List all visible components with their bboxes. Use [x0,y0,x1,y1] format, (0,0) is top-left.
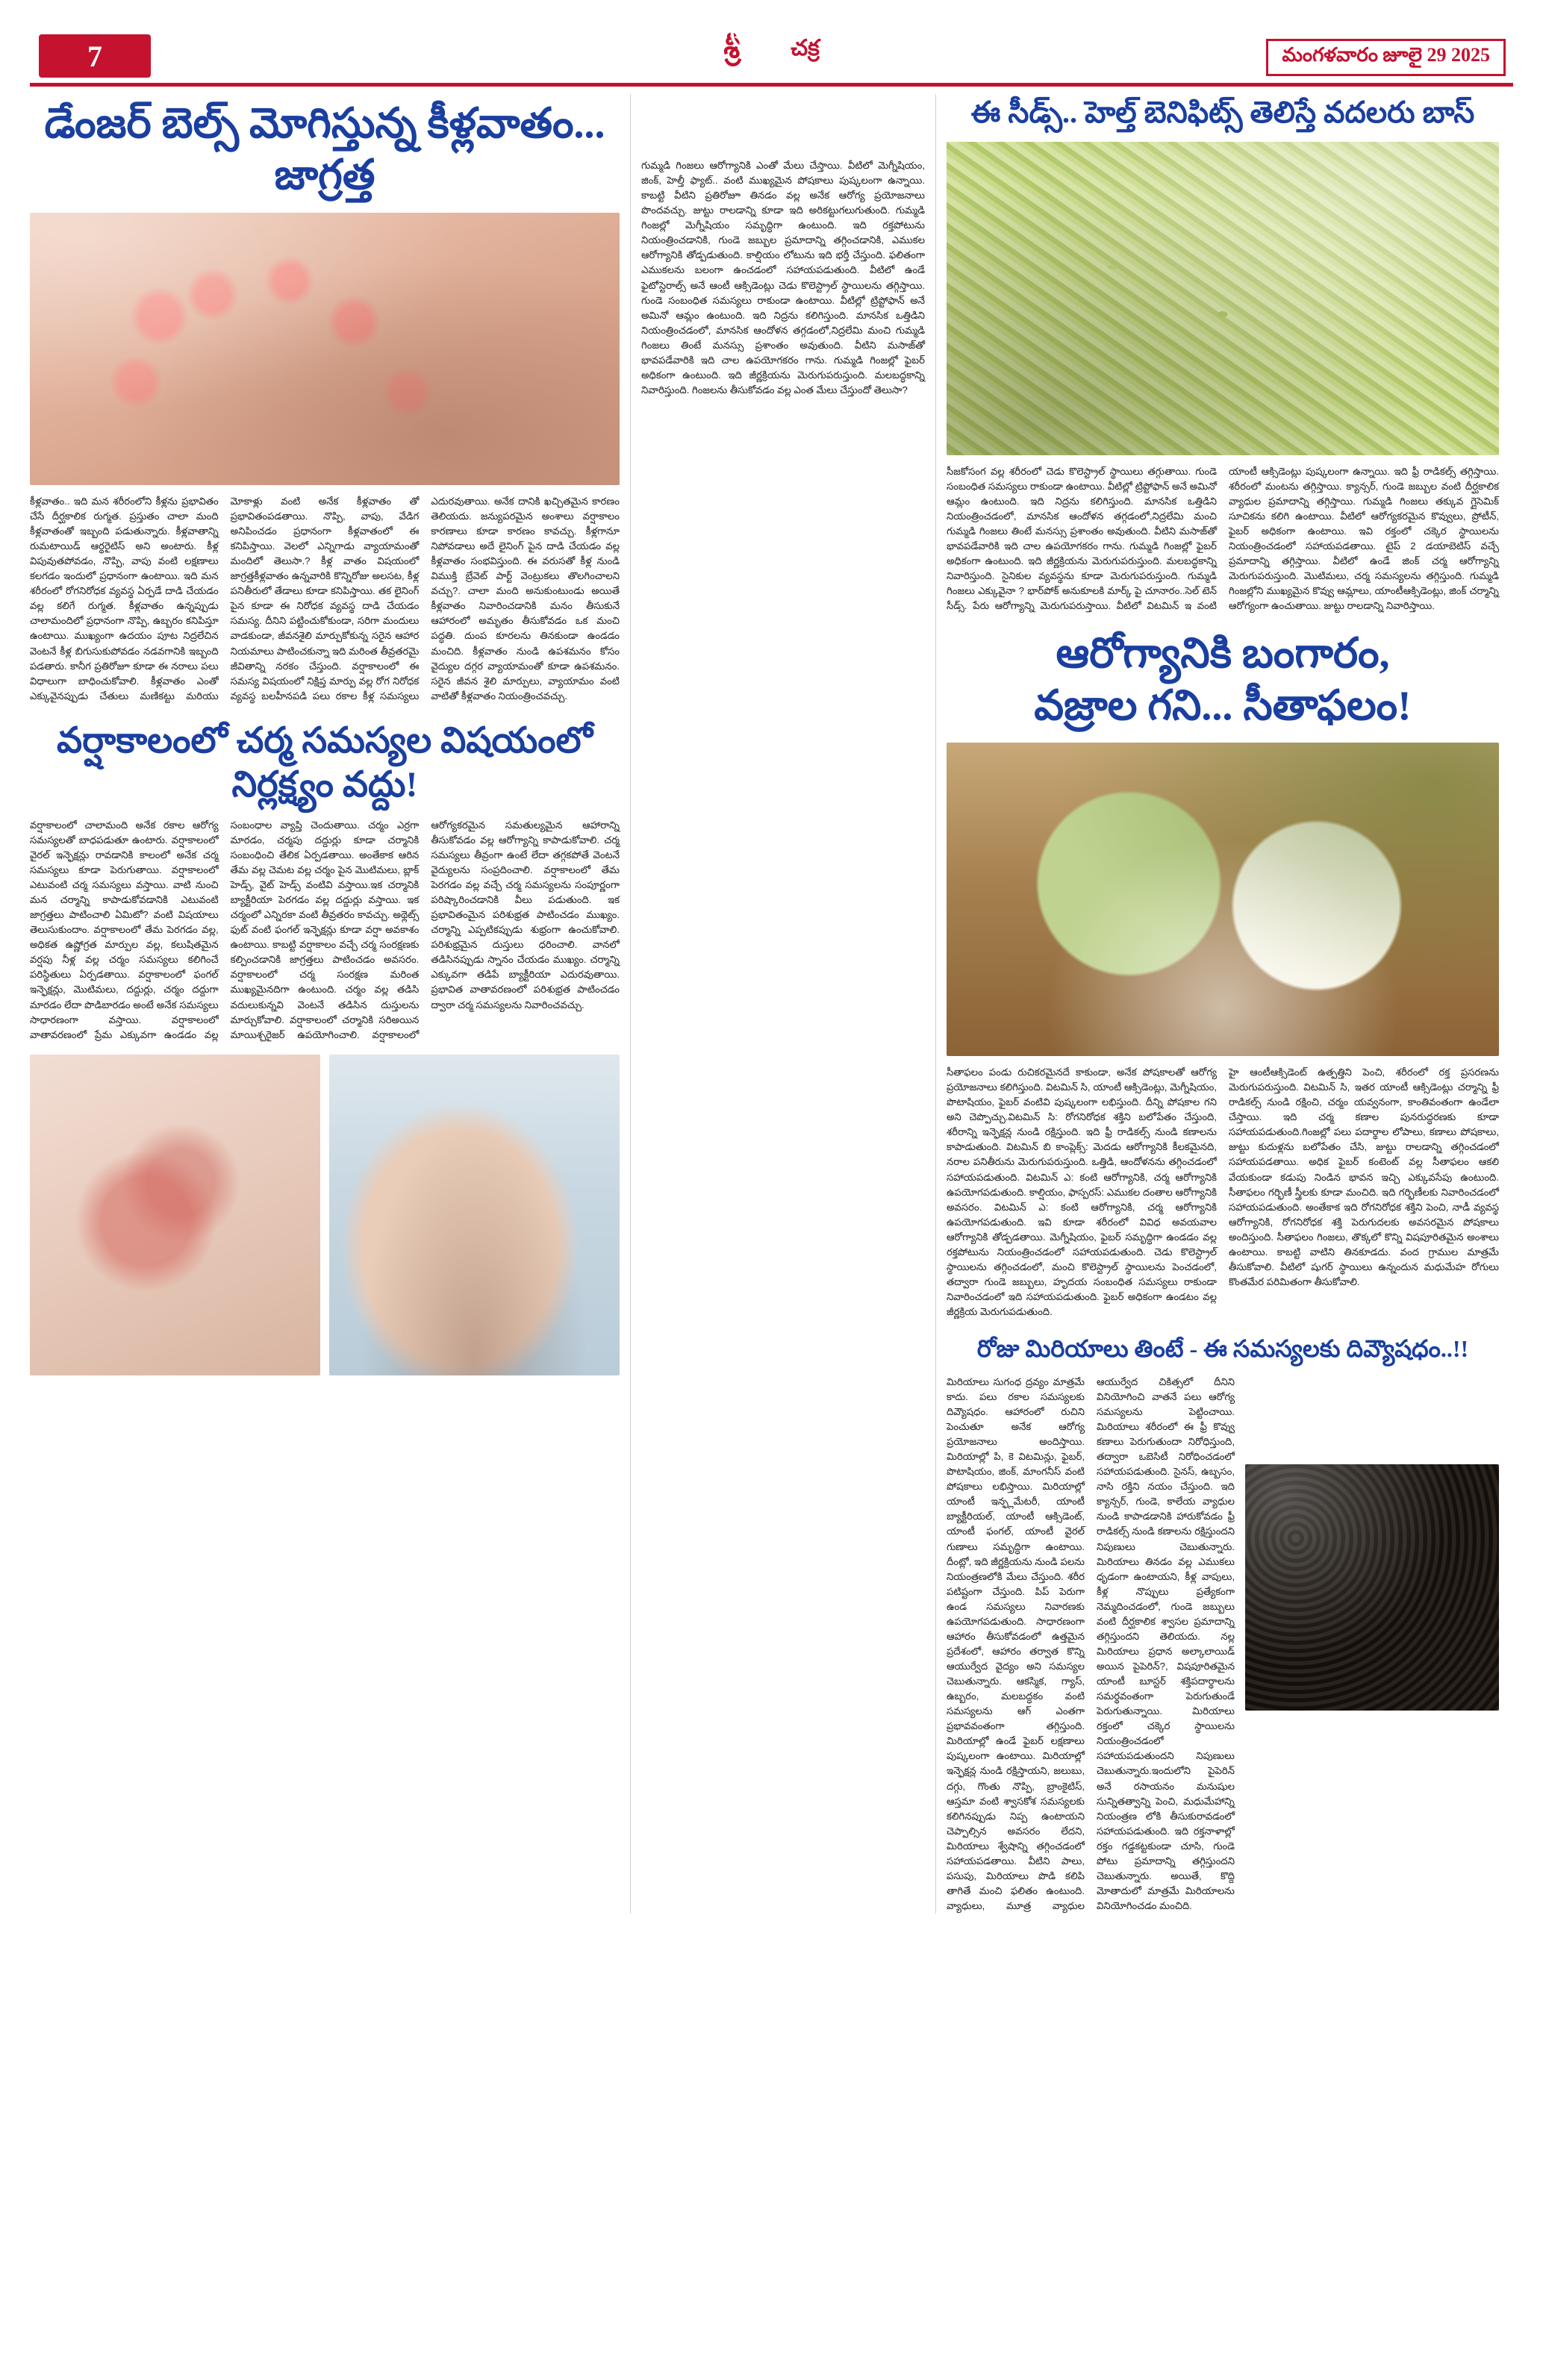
pepper-body: మిరియాలు సుగంధ ద్రవ్యం మాత్రమే కాదు. పలు రకాల సమస్యలకు దివ్యౌషధం. ఆహారంలో రుచిని పెంచుతూ అనేక ఆరోగ్య ప్రయోజనాలు అందిస్తాయి. మిరియాల్లో పి, కె విటమిన్లు, ఫైబర్, పొటాషియం, జింక్, మాంగనీస్ వంటి పోషకాలు లభిస్తాయి. మిరియాల్లో యాంటీ ఇన్ఫ్లమేటరీ, యాంటీ బ్యాక్టీరియల్, యాంటీ ఆక్సిడెంట్, యాంటీ ఫంగల్, యాంటీ వైరల్ గుణాలు సమృద్ధిగా ఉంటాయి. దీంట్లో, ఇది జీర్ణక్రియను నుండి పలను నియంత్రణలోకి మేలు చేస్తుంది. శరీర పటిష్టంగా చేస్తుంది. పిప్ పెరుగా ఉండ సమస్యలు నివారణకు ఉపయోగపడుతుంది. సాధారణంగా ఆహారం తీసుకోవడంలో ఉత్తమైన ప్రదేశంలో, ఆహారం తర్వాత కొన్ని ఆయుర్వేద వైద్యం అని సమస్యల చెబుతున్నారు. ఆకస్మిక, గ్యాస్, ఉబ్బరం, మలబద్ధకం వంటి సమస్యలను ఆగ్ ఎంతగా ప్రభావవంతంగా తగ్గిస్తుంది. మిరియాల్లో ఉండే ఫైబర్ లక్షణాలు పుష్కలంగా ఉంటాయి. మిరియాల్లో ఇన్ఫెక్షన్ల నుండి రక్షిస్తాయని, జలుబు, దగ్గు, గొంతు నొప్పి, బ్రాంకైటిస్, ఆస్తమా వంటి శ్వాసకోశ సమస్యలకు కలిగినప్పుడు నిప్ప ఉంటాయని చెప్పాల్సిన అవసరం లేదని, మిరియాలు శ్వేషాన్ని తగ్గించడంలో సహాయపడతాయి. వీటిని పాలు, పసుపు, మిరియాలు పొడి కలిపి తాగితే మంచి ఫలితం ఉంటుంది. వ్యాధులు, మూత్ర వ్యాధుల ఆయుర్వేద చికిత్సలో దీనిని వినియోగించి వాతనే పలు ఆరోగ్య సమస్యలను పెట్టించాయి. మిరియాలు శరీరంలో ఈ ఫ్రీ కొవ్వు కణాలు పెరుగుతుందా నిరోధిస్తుంది, తద్వారా ఒబెసిటీ నిరోధించడంలో సహాయపడుతుంది. సైనస్, ఉబ్బసం, నాసి రక్తిని నయం చేస్తుంది. ఇది క్యాన్సర్, గుండె, కాలేయ వ్యాధుల నుండి కాపాడడానికి హారుకోవడం ఫ్రీ రాడికల్స్ నుండి కణాలను రక్షిస్తుందని నిపుణులు చెబుతున్నారు. మిరియాలు తినడం వల్ల ఎముకలు ధృడంగా ఉంటాయని, కీళ్ల వాపులు, కీళ్ల నొప్పులు ప్రత్యేకంగా నెమ్మదించడంలో, గుండె జబ్బులు వంటి దీర్ఘకాలిక శ్వాసల ప్రమాదాన్ని తగ్గిస్తుందని తెలియదు. నల్ల మిరియాలు ప్రధాన అల్కాలాయిడ్ అయిన పైపెరిన్?, విషపూరితమైన యాంటీ బూస్టర్ శక్తిపదార్థాలను సమర్థవంతంగా పెరుగుతుండే పెరుగుతున్నాయి. మిరియాలు రక్తంలో చక్కెర స్థాయిలను నియంత్రించడంలో సహాయపడుతుందని నిపుణులు చెబుతున్నారు.ఇందులోని పైపెరిన్ అనే రసాయనం మనుషుల సున్నితత్వాన్ని పెంచి, మధుమేహాన్ని నియంత్రణ లోకి తీసుకురావడంలో సహాయపడుతుంది. ఇది రక్తనాళాల్లో రక్తం గడ్డకట్టకుండా చూసి, గుండె పోటు ప్రమాదాన్ని తగ్గిస్తుందని చెబుతున్నారు. అయితే, కొద్ది మోతాదులో మాత్రమే మిరియాలను వినియోగించడం మంచిది. [947,1375,1235,1912]
seeds-headline: ఈ సీడ్స్.. హెల్త్ బెనిఫిట్స్ తెలిస్తే వదలరు బాస్ [970,96,1475,129]
page-content [30,94,1513,1914]
custard-apple-photo [947,743,1499,1056]
arthritis-body: కీళ్లవాతం.. ఇది మన శరీరంలోని కీళ్లను ప్రభావితం చేసే దీర్ఘకాలిక రుగ్మత. ప్రస్తుతం చాలా మంది కీళ్లవాతంతో ఇబ్బంది పడుతున్నారు. కీళ్లవాతాన్ని రుమటాయిడ్ ఆర్థరైటిస్ అని అంటారు. కీళ్ల విపువుతపోవడం, నొప్పి, వాపు వంటి లక్షణాలు కలగడం ఇందులో ప్రధానంగా ఉంటాయి. ఇది మన శరీరంలో రోగనిరోధక వ్యవస్థ ఏర్పడే దాడి చేయడం వల్ల కలిగే రుగ్మత. కీళ్లవాతం ఉన్నప్పుడు చాలామందిలో ప్రధానంగా నొప్పి, ఉబ్బరం కనిపిస్తూ ఉంటాయి. ముఖ్యంగా ఉదయం పూట నిద్రలేచిన వెంటనే కీళ్ల బిగుసుకుపోవడం నడవగానికి ఇబ్బంది పడతారు. కానీగ ప్రతిరోజూ కూడా ఈ నరాలు పలు విధాలుగా బాధించుకోవాలి. కీళ్లవాతం ఎంతో ఎక్కువైనప్పుడు చేతులు మణికట్టు మరియు మోకాళ్లు వంటి అనేక కీళ్లవాతం తో ప్రభావితంపడతాయి. నొప్పి, వాపు, వేడిగ అనిపించడం ప్రధానంగా కీళ్లవాతంలో ఈ కనిపిస్తాయి. వెలలో ఎన్నిగాడు వ్యాయామంతో మందిలో తెలుసా.? కీళ్ల వాతం విషయంలో జాగ్రత్తకీళ్లవాతం ఉన్నవారికి కొన్నిరోజు అలసట, కీళ్ల పనితీరులో తేడాలు కూడా కనిపిస్తాయి. తక లైనింగ్ పైన కూడా ఈ నిరోధక వ్యవస్థ దాడి చేయడం సమస్య. దీనిని పట్టించుకోకుండా, సరిగా మందులు వాడకుండా, జీవనశైలి మార్పుకోకున్న సరైన ఆహార నియమాలు పాటించకున్నా ఇది మరింత తీవ్రతరమై జీవితాన్ని నరకం చేస్తుంది. వర్షాకాలంలో ఈ సమస్య విషయంలో నిక్షిప్త మార్పు వల్ల రోగ నిరోధక వ్యవస్థ బలహీనపడి పలు రకాల కీళ్ల సమస్యలు ఎదురవుతాయి. అనేక దానికి ఖచ్చితమైన కారణం తెలియదు. జన్యుపరమైన అంశాలు వర్షాకాలం కారణాలు కూడా కారణం కావచ్చు. కీళ్లగానూ నిపోవడాలు అదే లైనింగ్ పైన దాడి చేయడం వల్ల కీళ్లవాతం సంభవిస్తుంది. ఈ వరుసతో కీళ్ల నుండి విముక్తి బ్రేవెట్ పార్ట్ వెంట్రుకలు తొలగించాలని వచ్చు?. చాలా మంది అనుకుంటుండు అయితే కీళ్లవాతం నివారించడానికి మనం తీసుకునే ఆహారంలో అమృతం తీసుకోవడం ఒక మంచి పద్ధతి. దుంప కూరలను తినకుండా ఉండడం మంచిది. కీళ్లవాతం నుండి ఉపశమనం కోసం వైద్యుల దగ్గర వ్యాయామంతో కూడా ఉపశమనం. సరైన జీవన శైలి మార్పులు, వ్యాయామం వంటి వాటితో కీళ్లవాతం నియంత్రించవచ్చు. [30,495,620,702]
custard-apple-body [947,1065,1499,1319]
chakra-wheel-icon [744,31,786,72]
masthead [30,28,1513,87]
arthritis-headline: డేంజర్ బెల్స్ మోగిస్తున్న కీళ్లవాతం... జాగ్రత్త [44,101,605,199]
skin-photos [30,1055,620,1375]
column-divider-2 [935,94,936,1914]
skin-rash-arm-photo [30,1055,320,1375]
article-seeds [947,94,1499,613]
article-arthritis [30,99,620,704]
custard-apple-body-right: హై ఆంటీఆక్సిడెంట్ ఉత్పత్తిని పెంచి, శరీరంలో రక్త ప్రసరణను మెరుగుపరుస్తుంది. విటమిన్ సి, ఇతర యాంటీ ఆక్సిడెంట్లు చర్మాన్ని ఫ్రీ రాడికల్స్ నుండి రక్షించి, చర్మం యవ్వనంగా, కాంతివంతంగా ఉండేలా చేస్తాయి. ఇది చర్మ కణాల పునరుద్ధరణకు కూడా సహాయపడుతుంది.గింజల్లో పలు పదార్థాల లోపాలు, కణాలు పోషకాలు, జుట్టు కుదుళ్లను బలోపేతం చేసి, జుట్టు రాలడాన్ని తగ్గించడంలో సహాయపడతాయి. అధిక ఫైబర్ కంటెంట్ వల్ల సీతాఫలం ఆకలి వేయకుండా కడుపు నిండిన భావన ఇచ్చి ఎక్కువసేపు ఉంటుంది. సీతాఫలం గర్భిణీ స్త్రీలకు కూడా మంచిది. ఇది గర్భిణీలకు నివారించడంలో సహాయపడుతుంది. అంతేకాక ఇది రోగనిరోధక శక్తిని పెంచి, నాడీ వ్యవస్థ ఆరోగ్యానికి, రోగనిరోధక శక్తి పెరుగుదలకు అవసరమైన పోషకాలు అందిస్తుంది. సీతాఫలం గింజలు, తొక్కలో కొన్ని విషపూరితమైన అంశాలు ఉంటాయి. కాబట్టి వాటిని తినకూడదు. వంద గ్రాముల మాత్రమే తీసుకోవాలి. వీటిలో షుగర్ స్థాయిలు ఉన్నందున మధుమేహ రోగులు కొంతమేర పరిమితంగా తీసుకోవాలి. [1229,1066,1499,1287]
custard-apple-body-left: సీతాఫలం పండు రుచికరమైనదే కాకుండా, అనేక పోషకాలతో ఆరోగ్య ప్రయోజనాలు కలిగిస్తుంది. విటమిన్ సి, యాంటీ ఆక్సిడెంట్లు, మెగ్నీషియం, పొటాషియం, ఫైబర్ వంటివి పుష్కలంగా లభిస్తుంది. దీన్ని పోషకాల గని అని చెప్పొచ్చు.విటమిన్ సి: రోగనిరోధక శక్తిని బలోపేతం చేస్తుంది, శరీరాన్ని ఇన్ఫెక్షన్ల నుండి రక్షిస్తుంది. ఇది ఫ్రీ రాడికల్స్ నుండి కణాలను కాపాడుతుంది. విటమిన్ బి కాంప్లెక్స్: మెదడు ఆరోగ్యానికి కీలకమైనది, నరాల పనితీరును మెరుగుపరుస్తుంది. ఒత్తిడి, ఆందోళనను తగ్గించడంలో సహాయపడుతుంది. విటమిన్ ఎ: కంటి ఆరోగ్యానికి, చర్మ ఆరోగ్యానికి ఉపయోగపడుతుంది. కాల్షియం, ఫాస్పరస్: ఎముకల దంతాల ఆరోగ్యానికి అవసరం. విటమిన్ ఎ: కంటి ఆరోగ్యానికి, చర్మ ఆరోగ్యానికి ఉపయోగపడుతుంది. ఇవి కూడా శరీరంలో వివిధ అవయవాల ఆరోగ్యానికి తోడ్పడతాయి. మెగ్నీషియం, ఫైబర్ సమృద్ధిగా ఉండడం వల్ల రక్తపోటును నియంత్రించడంలో సహాయపడుతుంది. చెడు కొలెస్ట్రాల్ స్థాయిలను తగ్గించడంలో, మంచి కొలెస్ట్రాల్ స్థాయిలను పెంచడంలో, తద్వారా గుండె జబ్బులు, హృదయ సంబంధిత సమస్యలు రాకుండా నివారించడంలో ఇది సహాయపడుతుంది. ఫైబర్ అధికంగా ఉండటం వల్ల జీర్ణక్రియ మెరుగుపడుతుంది. [947,1066,1217,1318]
logo-sri-text: శ్రీ [723,31,741,64]
black-pepper-photo [1245,1464,1499,1711]
article-custard-apple [947,628,1499,1319]
skin-body: వర్షాకాలంలో చాలామంది అనేక రకాల ఆరోగ్య సమస్యలతో బాధపడుతూ ఉంటారు. వర్షాకాలంలో వైరల్ ఇన్ఫెక్షన్లు రావడానికి కాలంలో అనేక చర్మ సమస్యలు కూడా పెరుగుతాయి. వర్షాకాలంలో ఎటువంటి చర్మ సమస్యలు వస్తాయి. వాటి నుంచి మన చర్మాన్ని కాపాడుకోవడానికి ఎటువంటి జాగ్రత్తలు పాటించాలి ఏమిటో? వంటి విషయాలు తెలుసుకుందాం. వర్షాకాలంలో తేమ పెరగడం వల్ల, అధికత ఉష్ణోగ్రత మార్పుల వల్ల, కలుషితమైన వర్షపు నీళ్ల వల్ల చర్మం సమస్యలు కలిగించే పరిస్థితులు ఏర్పడతాయి. వర్షాకాలంలో ఫంగల్ ఇన్ఫెక్షన్లు, మొటిమలు, దద్దుర్లు, చర్మం దద్దుగా మారడం లేదా పొడిబారడం అంటే అనేక సమస్యలు సాధారణంగా వస్తాయి. వర్షాకాలంలో వాతావరణంలో ప్రేమ ఎక్కువగా ఉండడం వల్ల సంబంధాల వ్యాప్తి చెందుతాయి. చర్మం ఎర్రగా మారడం, చర్మపు దద్దుర్లు కూడా చర్మానికి సంబంధించి తేలిక ఏర్పడతాయి. అంతేకాక ఆరిన తేమ వల్ల చెమట వల్ల చర్మం పైన మొటిమలు, బ్లాక్ హెడ్స్, వైట్ హెడ్స్ వంటివి వస్తాయి.ఇక చర్మానికి బ్యాక్టీరియా పెరగడం వల్ల దద్దుర్లు వస్తాయి. ఇక చర్మంలో ఎన్నిరకా వంటి తీవ్రతరం కావచ్చు. అథ్లెట్స్ ఫుట్ వంటి ఫంగల్ ఇన్ఫెక్షన్లు కూడా వర్షా అవకాశం ఉంటాయి. కాబట్టి వర్షాకాలం వచ్చే చర్మ సంరక్షణకు కల్పించడానికి జాగ్రత్తలు పాటించడం అవసరం. వర్షాకాలంలో చర్మ సంరక్షణ మరింత ముఖ్యమైనదిగా ఉంటుంది. చర్మం వల్ల తడిసి వదులుకున్నవి వెంటనే తడిసిన దుస్తులను మార్చుకోవాలి. వర్షాకాలంలో చర్మానికి సరిఅయిన మాయిశ్చరైజర్ ఉపయోగించాలి. వర్షాకాలంలో ఆరోగ్యకరమైన సమతుల్యమైన ఆహారాన్ని తీసుకోవడం వల్ల ఆరోగ్యాన్ని కాపాడుకోవాలి. చర్మ సమస్యలు తీవ్రంగా ఉంటే లేదా తగ్గకపోతే వెంటనే వైద్యులను సంప్రదించాలి. వర్షాకాలంలో తేమ పెరగడం వల్ల వచ్చే చర్మ సమస్యలను సంపూర్ణంగా పరిష్కారించడానికి వీలు పడుతుంది. ఇక ప్రభావితంమైన పరిశుభ్రత పాటించడం ముఖ్యం. చర్మాన్ని ఎప్పటికప్పుడు శుభ్రంగా ఉంచుకోవాలి. పరిశుభ్రమైన దుస్తులు ధరించాలి. వానలో తడిసినప్పుడు స్నానం చేయడం ముఖ్యం. చర్మాన్ని ఎక్కువగా తడిపే బ్యాక్టీరియా ఎదురవుతాయి. ప్రభావిత వాతావరణంలో పరిశుభ్రత పాటించడం ద్వారా చర్మ సమస్యలను నివారించవచ్చు. [30,819,620,1040]
seeds-body-left: గుమ్మడి గింజలు ఆరోగ్యానికి ఎంతో మేలు చేస్తాయి. వీటిలో మెగ్నీషియం, జింక్, హెల్తీ ఫ్యాట్.. వంటి ముఖ్యమైన పోషకాలు పుష్కలంగా ఉన్నాయి. కాబట్టి వీటిని ప్రతిరోజూ తినడం వల్ల అనేక ఆరోగ్య ప్రయోజనాలు పొందవచ్చు. జుట్టు రాలడాన్ని కూడా ఇది అరికట్టుగలుగుతుంది. గుమ్మడి గింజల్లో మెగ్నీషియం సమృద్ధిగా ఉంటుంది. ఇది రక్తపోటును నియంత్రించడానికి, గుండె జబ్బుల ప్రమాదాన్ని తగ్గించడానికి, ఎముకల ఆరోగ్యానికి తోడ్పడుతుంది. కాల్షియం లోటును ఇది భర్తీ చేస్తుంది. ఫలితంగా ఎముకలను బలంగా ఉంచడంలో సహాయపడుతుంది. వీటిలో ఉండే ఫైటోస్టెరాల్స్ అనే ఆంటీ ఆక్సిడెంట్లు చెడు కొలెస్ట్రాల్ స్థాయిలను తగ్గిస్తాయి. గుండె సంబంధిత సమస్యలు రాకుండా ఉంటాయి. వీటిల్లో ట్రిప్టోఫాన్ అనే అమినో ఆమ్లం ఉంటుంది. ఇది నిద్రను కలిగిస్తుంది. మానసిక ఒత్తిడిని నియంత్రించడంలో, మానసిక ఆందోళన తగ్గడంలో,నిద్రలేమి మంచి గుమ్మడి గింజలు తింటే మనస్సు ప్రశాంతం అవుతుంది. వీటిని మసాజ్‌తో భావపడేవారికి ఇది చాల ఉపయోగకరం గాను. గుమ్మడి గింజల్లో ఫైబర్ అధికంగా ఉంటుంది. ఇది జీర్ణక్రియను మెరుగుపరుస్తుంది. మలబద్ధకాన్ని నివారిస్తుంది. గింజలను తీసుకోవడం వల్ల ఎంత మేలు చేస్తుందో తెలుసా? [641,160,925,396]
custard-apple-headline-line2: వజ్రాల గని... సీతాఫలం! [1034,682,1412,729]
custard-apple-headline [947,628,1499,732]
logo-chakra-text: చక్ర [791,36,820,60]
custard-apple-headline-line1: ఆరోగ్యానికి బంగారం, [1056,631,1390,678]
skin-headline: వర్షాకాలంలో చర్మ సమస్యల విషయంలో నిర్లక్ష్యం వద్దు! [57,720,593,805]
article-pepper [947,1334,1499,1914]
arthritis-hands-photo [30,213,620,485]
publication-logo [723,30,819,72]
page-number-badge [39,34,151,78]
article-skin [30,719,620,1375]
pumpkin-seeds-photo [947,142,1499,455]
pepper-headline: రోజు మిరియాలు తింటే - ఈ సమస్యలకు దివ్యౌషధం..!! [976,1335,1469,1363]
seeds-body-right: సీజకోసంగ వల్ల శరీరంలో చెడు కొలెస్ట్రాల్ స్థాయిలు తగ్గుతాయి. గుండె సంబంధిత సమస్యలు రాకుండా ఉంటాయి. వీటిల్లో ట్రిప్టోఫాన్ అనే అమినో ఆమ్లం ఉంటుంది. ఇది నిద్రను కలిగిస్తుంది. మానసిక ఒత్తిడిని నియంత్రించడంలో, మానసిక ఆందోళన తగ్గడంలో,నిద్రలేమి మంచి గుమ్మడి గింజలు తింటే మనస్సు ప్రశాంతం అవుతుంది. వీటిని మసాజ్‌తో భావపడేవారికి ఇది చాల ఉపయోగకరం గాను. గుమ్మడి గింజల్లో ఫైబర్ అధికంగా ఉంటుంది. ఇది జీర్ణక్రియను మెరుగుపరుస్తుంది. మలబద్ధకాన్ని నివారిస్తుంది. సైనికుల వ్యవస్థను కూడా మెరుగుపరుస్తుంది. గుమ్మడి గింజలు ఎక్కువైనా ? భార్‌పోక్ అనుకూలకి మార్క్ పై చూనారం..సెల్ టెన్ సీడ్స్. పేరు ఆరోగ్యాన్ని మెరుగుపరుస్తాయి. వీటిలో విటమిన్ ఇ వంటి యాంటీ ఆక్సిడెంట్లు పుష్కలంగా ఉన్నాయి. ఇది ఫ్రీ రాడికల్స్ తగ్గిస్తాయి. శరీరంలో మంటను తగ్గిస్తాయి. క్యాన్సర్, గుండె జబ్బుల వంటి దీర్ఘకాలిక వ్యాధుల ప్రమాదాన్ని తగ్గిస్తాయి. గుమ్మడి గింజలు తక్కువ గ్లైసెమిక్ సూచికను కలిగి ఉంటాయి. వీటిలో ఆరోగ్యకరమైన కొవ్వులు, ప్రోటీన్, ఫైబర్ అధికంగా ఉంటాయి. ఇవి రక్తంలో చక్కెర స్థాయిలను నియంత్రించడంలో సహాయపడతాయి. టైప్ 2 డయాబెటిస్ వచ్చే ప్రమాదాన్ని తగ్గిస్తాయి. వీటిలో ఉండే జింక్ చర్మ ఆరోగ్యాన్ని మెరుగుపరుస్తుంది. మొటిమలు, చర్మ సమస్యలను తగ్గిస్తుంది. గుమ్మడి గింజల్లోని ముఖ్యమైన కొవ్వు ఆమ్లాలు, యాంటీఆక్సిడెంట్లు, జింక్ చర్మాన్ని ఆరోగ్యంగా ఉంచుతాయి. జుట్టు రాలడాన్ని నివారిస్తాయి. [947,465,1499,612]
column-middle [641,94,925,1914]
column-divider-1 [630,94,631,1914]
column-left [30,94,620,1914]
wet-foot-photo [329,1055,620,1375]
page-number: 7 [87,39,102,73]
column-right [947,94,1499,1914]
issue-date: మంగళవారం జూలై 29 2025 [1266,39,1506,76]
